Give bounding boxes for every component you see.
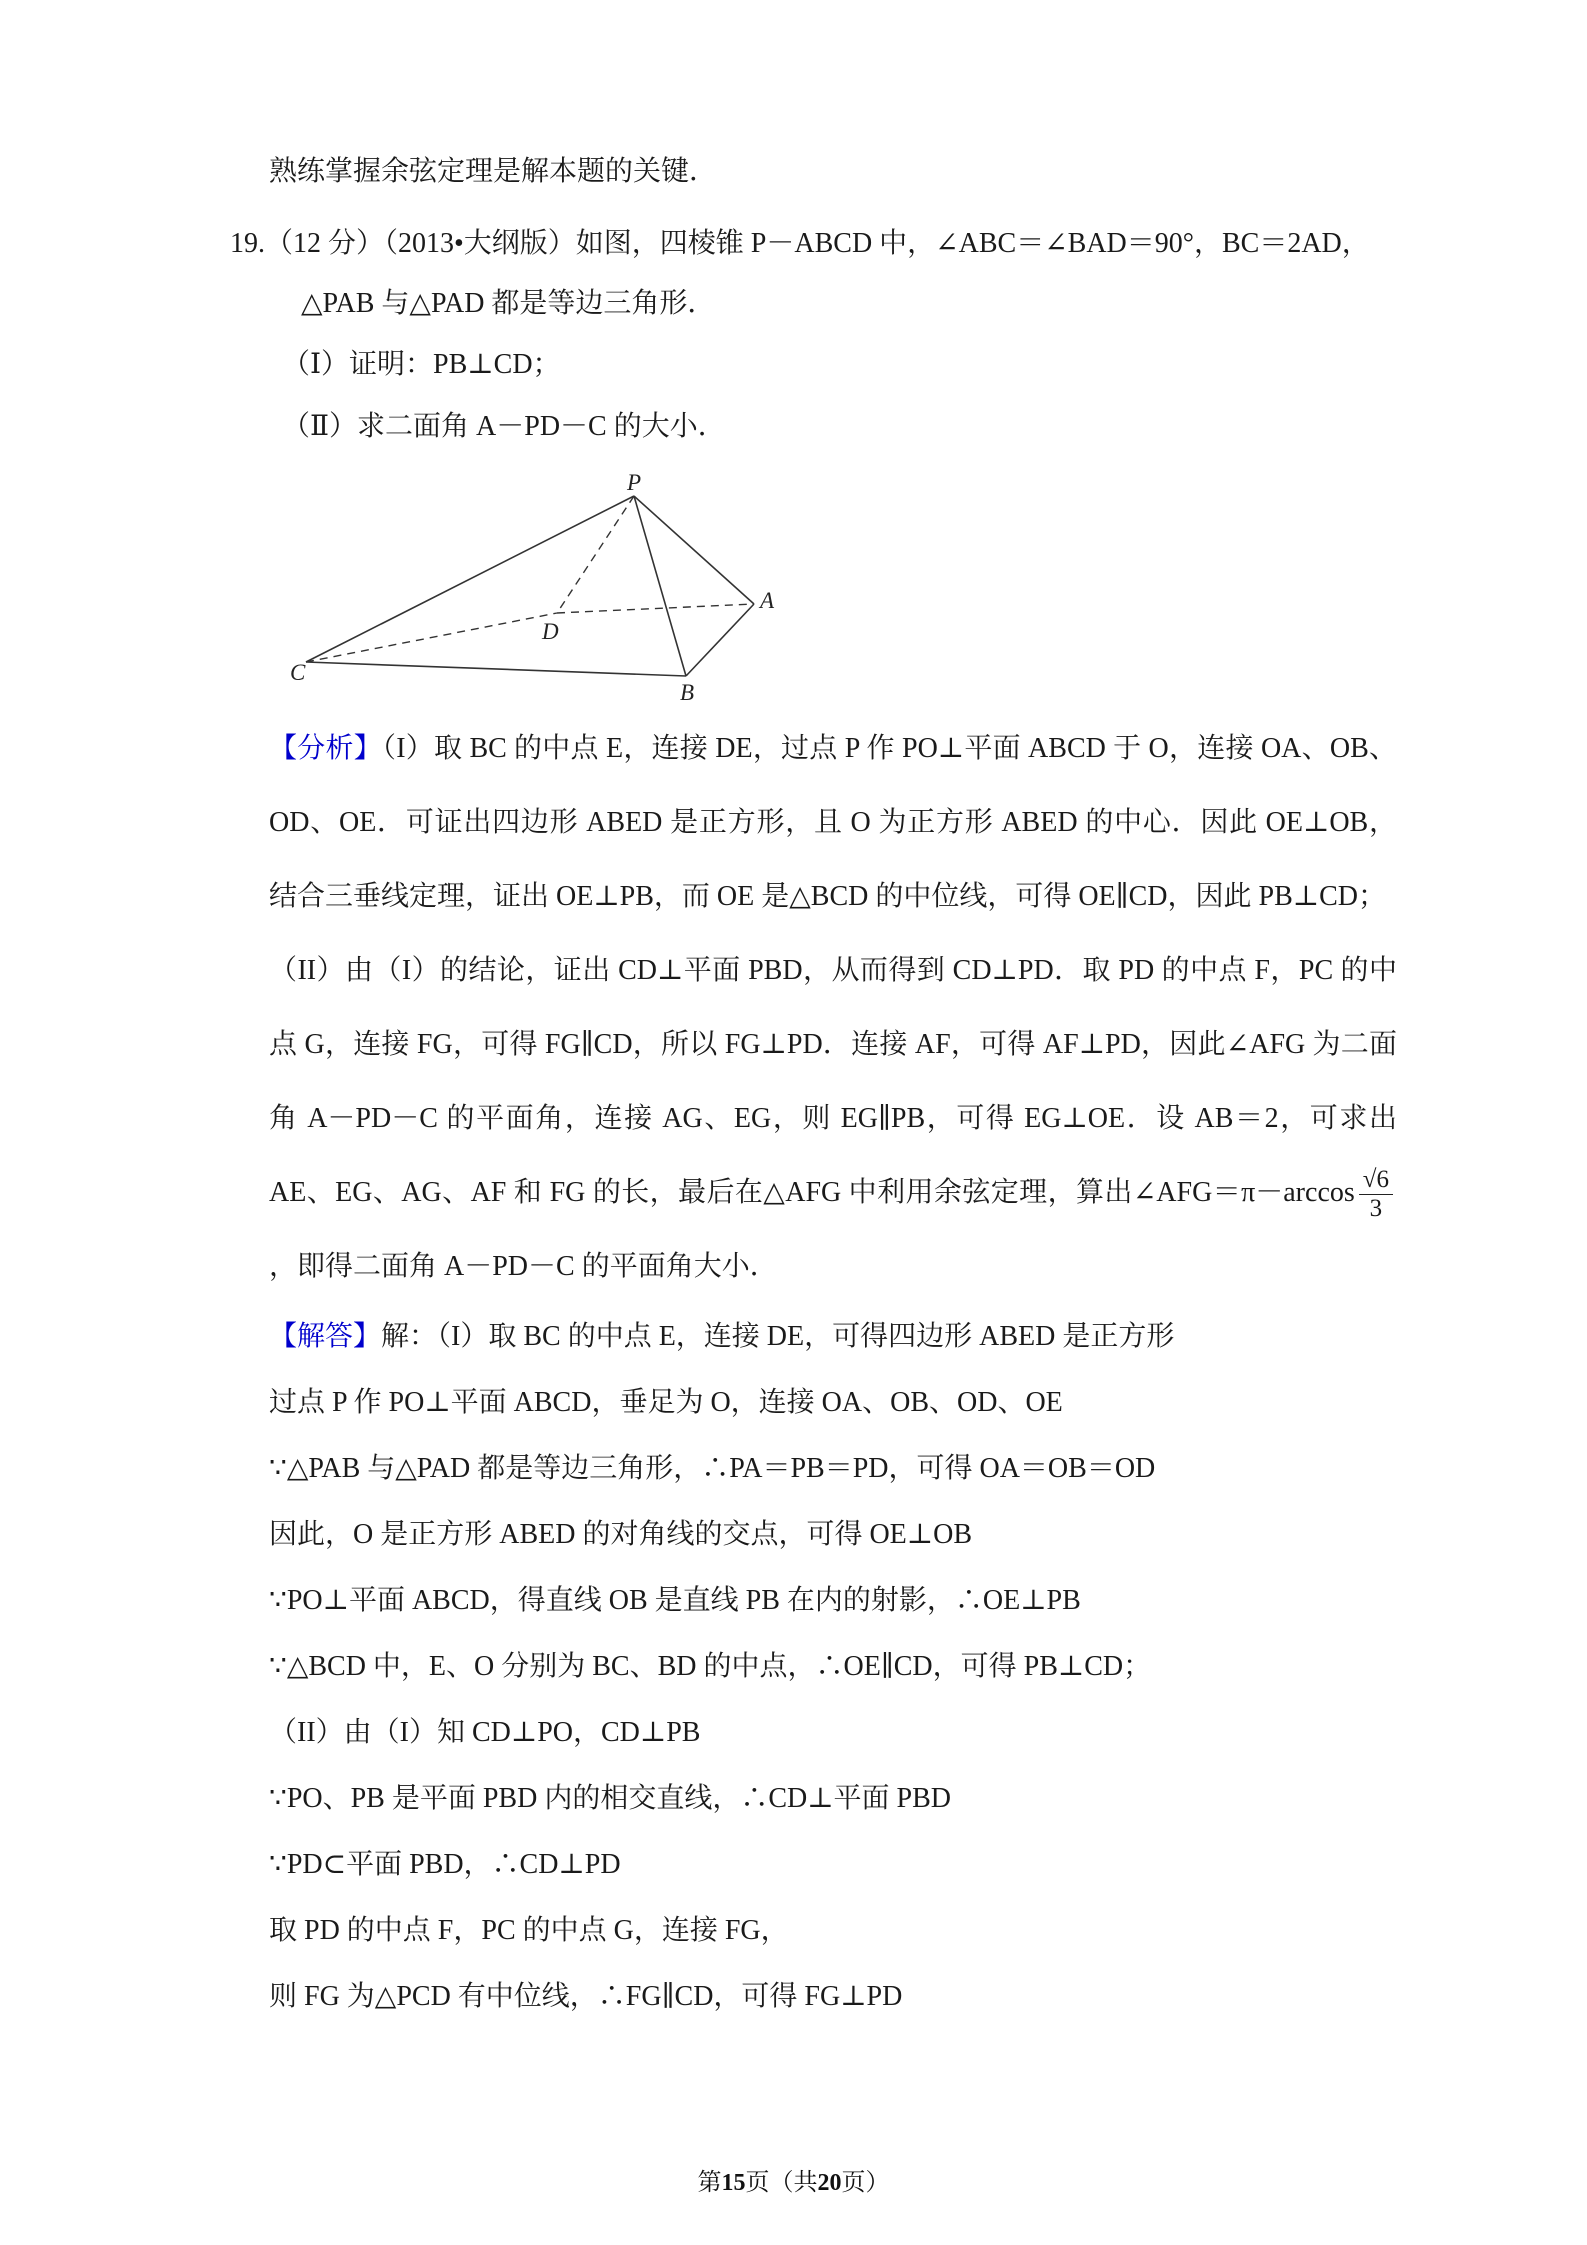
- fraction-numerator: √6: [1359, 1167, 1393, 1195]
- problem-19: [230, 214, 1397, 458]
- analysis-part2: [269, 934, 1397, 1304]
- edge-pa: [634, 496, 754, 604]
- solution-line: 则 FG 为△PCD 有中位线，∴FG∥CD，可得 FG⊥PD: [269, 1981, 903, 2012]
- pyramid-figure: [290, 474, 810, 706]
- solution-line: ∵△PAB 与△PAD 都是等边三角形，∴PA＝PB＝PD，可得 OA＝OB＝OD: [269, 1453, 1156, 1484]
- vertex-label-c: C: [290, 660, 306, 685]
- edge-pb: [634, 496, 686, 676]
- fraction-denominator: 3: [1369, 1195, 1383, 1223]
- footer-suffix: 页）: [841, 2170, 890, 2196]
- footer-prefix: 第: [697, 2170, 722, 2196]
- edge-pd-dashed: [557, 496, 634, 613]
- edge-ba: [686, 604, 754, 676]
- solution-line: ∵PO⊥平面 ABCD，得直线 OB 是直线 PB 在内的射影，∴OE⊥PB: [269, 1585, 1081, 1616]
- edge-cd-dashed: [306, 613, 557, 662]
- vertex-label-b: B: [680, 680, 695, 705]
- edge-da-dashed: [557, 604, 754, 613]
- problem-statement: [230, 214, 1397, 334]
- page-footer: [0, 2162, 1587, 2197]
- solution-first-line: [269, 1304, 1397, 1370]
- problem-part1: （Ⅰ）证明：PB⊥CD；: [282, 349, 561, 380]
- vertex-label-d: D: [542, 619, 559, 644]
- footer-page-number: 15: [721, 2170, 746, 2196]
- analysis-part1: [269, 712, 1397, 934]
- fraction-sqrt6-over-3: [1359, 1167, 1393, 1223]
- solution-tag: 【解答】: [269, 1321, 382, 1352]
- analysis-block: [230, 712, 1397, 1304]
- footer-mid: 页（共: [745, 2170, 818, 2196]
- analysis-part2-text-before: （II）由（I）的结论，证出 CD⊥平面 PBD，从而得到 CD⊥PD．取 PD 的中点 F，PC 的中点 G，连接 FG，可得 FG∥CD，所以 FG⊥PD．连接 AF，可得 AF⊥PD，因此∠AFG 为二面角 A－PD－C 的平面角，连接 AG、EG，则 EG∥PB，可得 EG⊥OE．设 AB＝2，可求出 AE、EG、AG、AF 和 FG 的长，最后在△AFG 中利用余弦定理，算出∠AFG＝π－arccos: [269, 955, 1397, 1208]
- footer-total-pages: 20: [817, 2170, 842, 2196]
- intro-note: 熟练掌握余弦定理是解本题的关键．: [269, 156, 718, 187]
- solution-line: ∵△BCD 中，E、O 分别为 BC、BD 的中点，∴OE∥CD，可得 PB⊥CD；: [269, 1651, 1152, 1682]
- analysis-part2-text-after: ，即得二面角 A－PD－C 的平面角大小．: [269, 1251, 778, 1282]
- solution-line: 因此，O 是正方形 ABED 的对角线的交点，可得 OE⊥OB: [269, 1519, 972, 1550]
- solution-line: （II）由（I）知 CD⊥PO，CD⊥PB: [269, 1717, 701, 1748]
- analysis-tag: 【分析】: [269, 733, 382, 764]
- problem-number: 19.: [230, 228, 265, 259]
- solution-first-line-text: 解：（I）取 BC 的中点 E，连接 DE，可得四边形 ABED 是正方形: [381, 1321, 1175, 1352]
- solution-line: ∵PD⊂平面 PBD，∴CD⊥PD: [269, 1849, 621, 1880]
- solution-line: 取 PD 的中点 F，PC 的中点 G，连接 FG，: [269, 1915, 789, 1946]
- analysis-part1-text: （I）取 BC 的中点 E，连接 DE，过点 P 作 PO⊥平面 ABCD 于 O，连接 OA、OB、OD、OE．可证出四边形 ABED 是正方形，且 O 为正方形 ABED 的中心．因此 OE⊥OB，结合三垂线定理，证出 OE⊥PB，而 OE 是△BCD 的中位线，可得 OE∥CD，因此 PB⊥CD；: [269, 733, 1397, 912]
- vertex-label-p: P: [627, 474, 642, 495]
- problem-text: （12 分）（2013•大纲版）如图，四棱锥 P－ABCD 中，∠ABC＝∠BAD＝90°，BC＝2AD，△PAB 与△PAD 都是等边三角形．: [265, 228, 1370, 319]
- problem-part2: （Ⅱ）求二面角 A－PD－C 的大小．: [282, 411, 726, 442]
- pyramid-svg: [290, 474, 810, 706]
- vertex-label-a: A: [760, 588, 775, 613]
- edge-pc: [306, 496, 634, 662]
- edge-cb: [306, 662, 686, 676]
- solution-line: ∵PO、PB 是平面 PBD 内的相交直线，∴CD⊥平面 PBD: [269, 1783, 952, 1814]
- solution-line: 过点 P 作 PO⊥平面 ABCD，垂足为 O，连接 OA、OB、OD、OE: [269, 1387, 1063, 1418]
- solution-block: [230, 1304, 1397, 2030]
